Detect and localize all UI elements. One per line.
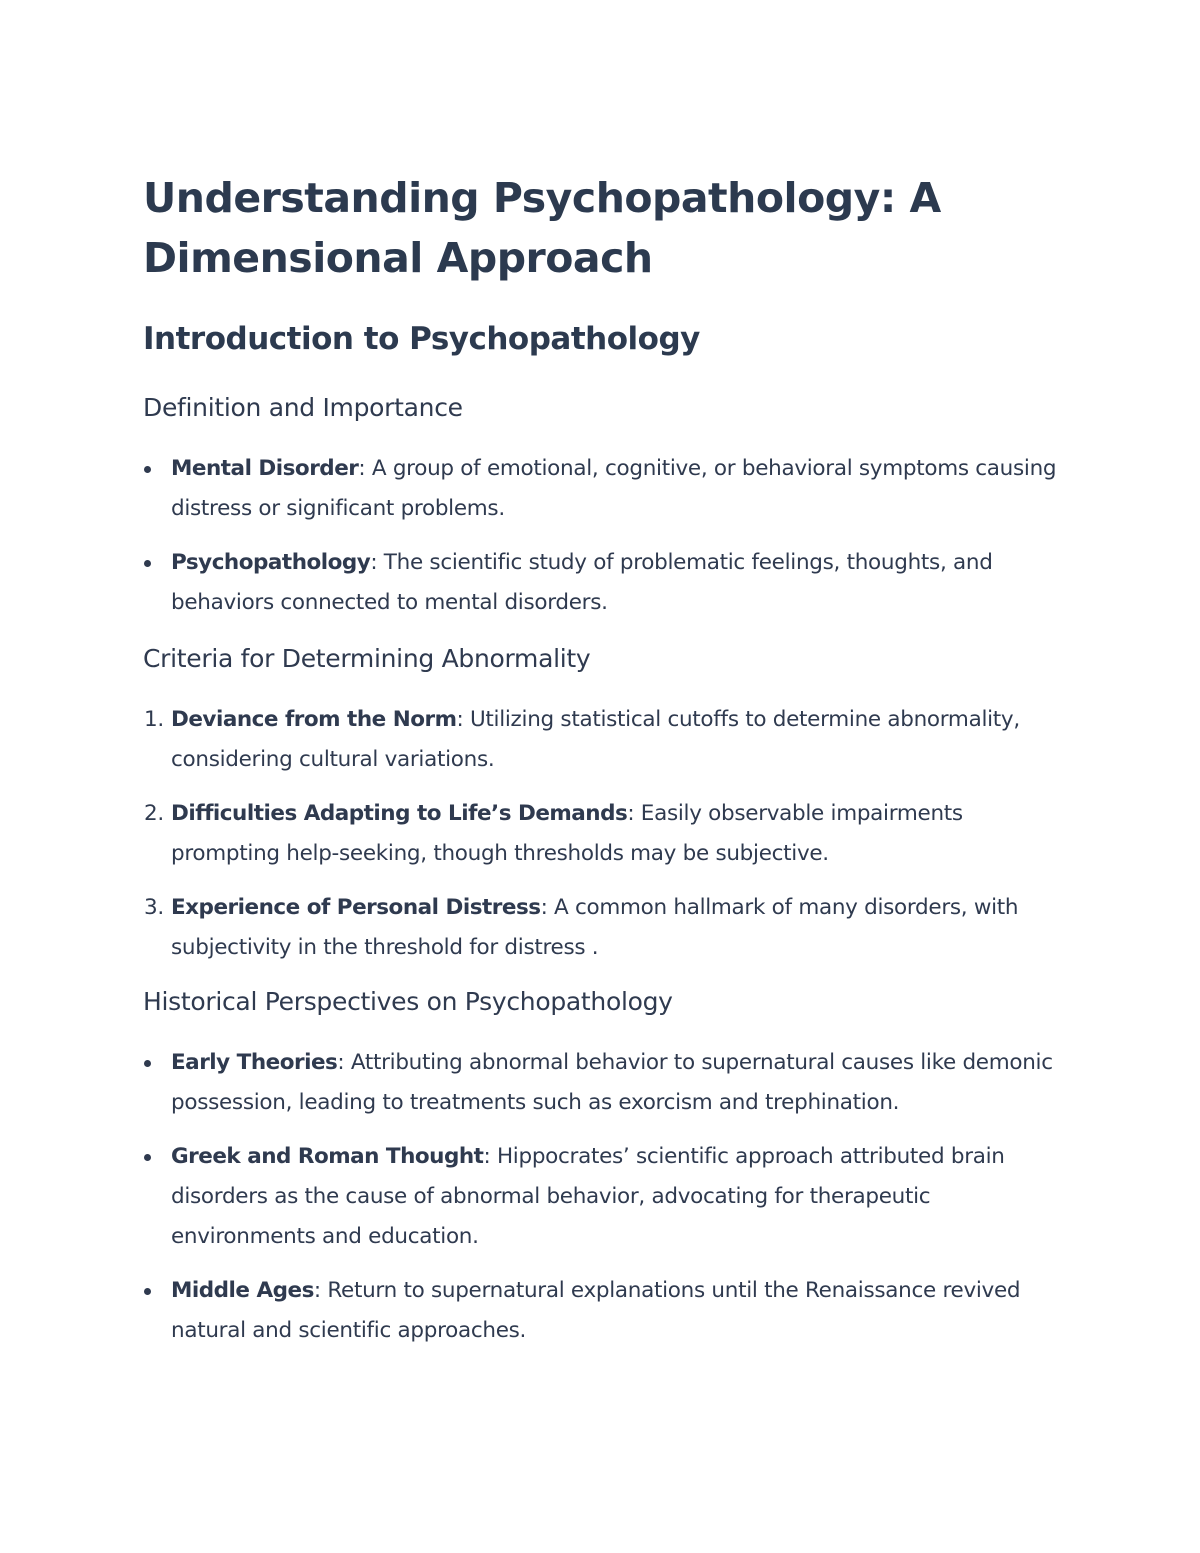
subsection-heading-historical: Historical Perspectives on Psychopathology	[143, 987, 673, 1016]
list-item	[143, 543, 1058, 623]
item-text: Easily observable impairments prompting help-seeking, though thresholds may be subjective.	[171, 801, 963, 866]
list-item	[143, 449, 1058, 529]
term-separator: :	[358, 456, 366, 481]
historical-list	[143, 1043, 1058, 1365]
subsection-heading-criteria: Criteria for Determining Abnormality	[143, 644, 591, 673]
document-title: Understanding Psychopathology: A Dimensional Approach	[143, 174, 941, 282]
list-item	[143, 1137, 1058, 1257]
term-separator: :	[337, 1050, 345, 1075]
definition-list	[143, 449, 1058, 637]
item-text: Hippocrates’ scientific approach attributed brain disorders as the cause of abnormal behavior, advocating for therapeutic environments and education.	[171, 1144, 1005, 1249]
bullet-icon	[144, 560, 151, 567]
list-number: 3.	[144, 895, 164, 920]
subsection-heading-definition: Definition and Importance	[143, 393, 463, 422]
term-personal-distress: Experience of Personal Distress	[171, 895, 541, 920]
term-greek-roman: Greek and Roman Thought	[171, 1144, 484, 1169]
list-item	[143, 1271, 1058, 1351]
list-item	[143, 1043, 1058, 1123]
term-separator: :	[540, 895, 548, 920]
list-number: 1.	[144, 707, 164, 732]
term-mental-disorder: Mental Disorder	[171, 456, 359, 481]
bullet-icon	[144, 1060, 151, 1067]
term-psychopathology: Psychopathology	[171, 550, 371, 575]
item-text: The scientific study of problematic feelings, thoughts, and behaviors connected to mental disorders.	[171, 550, 993, 615]
term-separator: :	[483, 1144, 491, 1169]
item-text: Attributing abnormal behavior to supernatural causes like demonic possession, leading to treatments such as exorcism and trephination.	[171, 1050, 1053, 1115]
term-middle-ages: Middle Ages	[171, 1278, 314, 1303]
term-separator: :	[456, 707, 464, 732]
term-separator: :	[370, 550, 378, 575]
criteria-list	[143, 700, 1058, 982]
bullet-icon	[144, 466, 151, 473]
term-separator: :	[313, 1278, 321, 1303]
term-early-theories: Early Theories	[171, 1050, 338, 1075]
bullet-icon	[144, 1154, 151, 1161]
item-text: A common hallmark of many disorders, with subjectivity in the threshold for distress .	[171, 895, 1019, 960]
list-item	[143, 700, 1058, 780]
list-item	[143, 794, 1058, 874]
section-heading-introduction: Introduction to Psychopathology	[143, 321, 700, 357]
list-item	[143, 888, 1058, 968]
term-deviance: Deviance from the Norm	[171, 707, 457, 732]
list-number: 2.	[144, 801, 164, 826]
bullet-icon	[144, 1288, 151, 1295]
item-text: Return to supernatural explanations until the Renaissance revived natural and scientific approaches.	[171, 1278, 1021, 1343]
item-text: Utilizing statistical cutoffs to determine abnormality, considering cultural variations.	[171, 707, 1020, 772]
term-separator: :	[627, 801, 635, 826]
term-difficulties-adapting: Difficulties Adapting to Life’s Demands	[171, 801, 628, 826]
item-text: A group of emotional, cognitive, or behavioral symptoms causing distress or significant problems.	[171, 456, 1057, 521]
